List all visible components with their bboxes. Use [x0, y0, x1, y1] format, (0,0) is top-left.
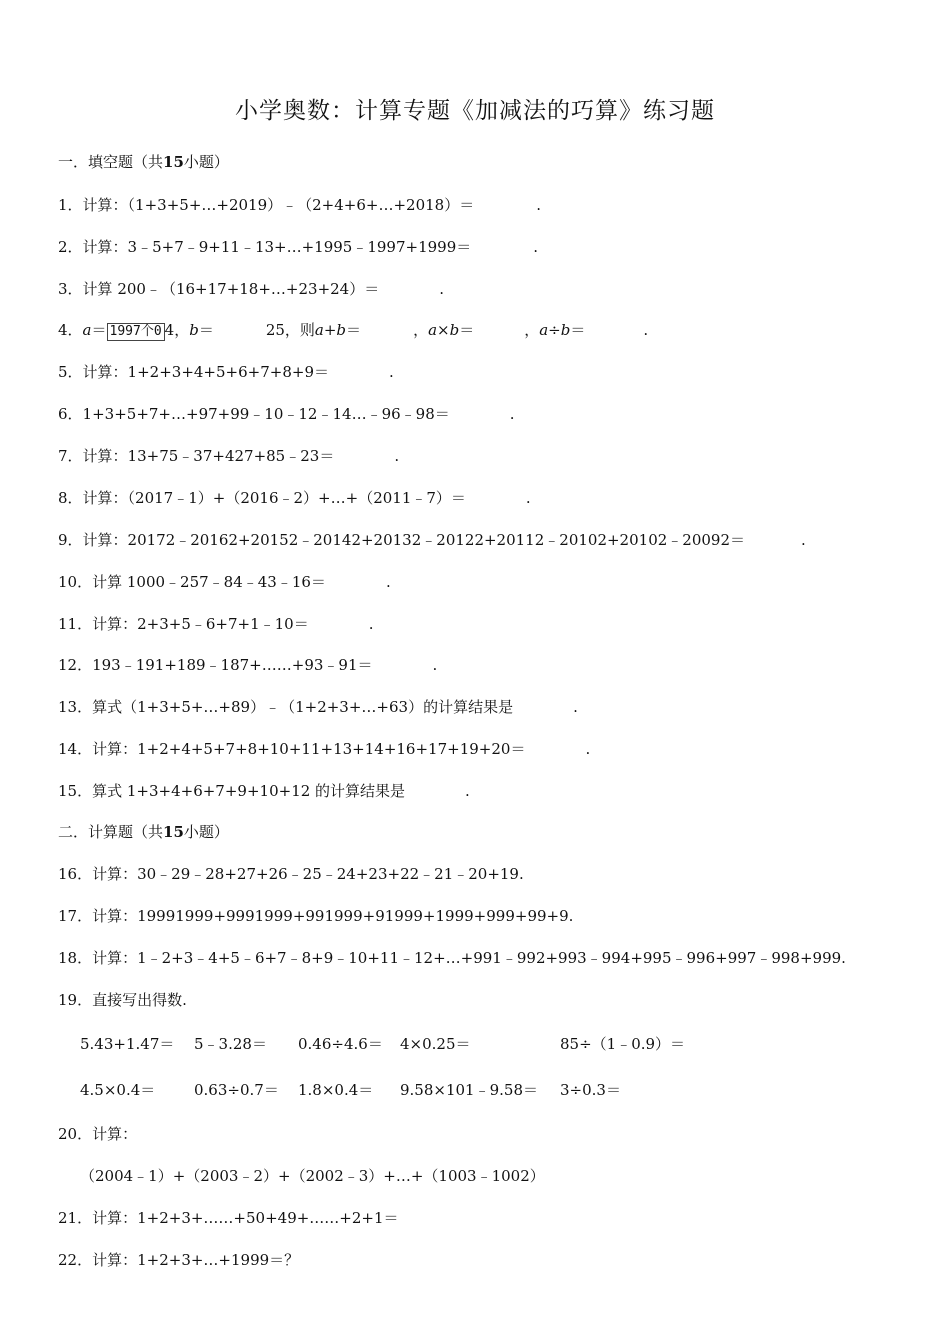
question-18: 18．计算：1﹣2+3﹣4+5﹣6+7﹣8+9﹣10+11﹣12+…+991﹣992+993﹣994+995﹣996+997﹣998+999. — [58, 949, 846, 967]
section-heading-calculation: 二．计算题（共15小题） — [58, 823, 229, 841]
question-1: 1．计算：（1+3+5+…+2019）﹣（2+4+6+…+2018）＝ . — [58, 196, 541, 214]
section-heading-fill-in: 一．填空题（共15小题） — [58, 153, 229, 171]
q19-item: 1.8×0.4＝ — [298, 1081, 374, 1099]
question-2: 2．计算：3﹣5+7﹣9+11﹣13+…+1995﹣1997+1999＝ . — [58, 238, 539, 256]
question-3: 3．计算 200﹣（16+17+18+…+23+24）＝ . — [58, 280, 445, 298]
question-21: 21．计算：1+2+3+……+50+49+……+2+1＝ — [58, 1209, 399, 1227]
question-12: 12．193﹣191+189﹣187+……+93﹣91＝ . — [58, 656, 438, 674]
q19-item: 0.46÷4.6＝ — [298, 1035, 383, 1053]
q19-item: 4.5×0.4＝ — [80, 1081, 156, 1099]
question-9: 9．计算：20172﹣20162+20152﹣20142+20132﹣20122+20112﹣20102+20102﹣20092＝ . — [58, 531, 806, 549]
question-15: 15．算式 1+3+4+6+7+9+10+12 的计算结果是 . — [58, 782, 470, 800]
question-10: 10．计算 1000﹣257﹣84﹣43﹣16＝ . — [58, 573, 391, 591]
question-22: 22．计算：1+2+3+…+1999＝？ — [58, 1251, 300, 1269]
q19-item: 85÷（1﹣0.9）＝ — [560, 1035, 686, 1053]
question-6: 6．1+3+5+7+…+97+99﹣10﹣12﹣14…﹣96﹣98＝ . — [58, 405, 515, 423]
question-20: 20．计算： — [58, 1125, 138, 1143]
q19-item: 3÷0.3＝ — [560, 1081, 621, 1099]
q20-expression: （2004﹣1）+（2003﹣2）+（2002﹣3）+…+（1003﹣1002） — [80, 1167, 545, 1185]
question-19: 19．直接写出得数. — [58, 991, 187, 1009]
question-8: 8．计算：（2017﹣1）+（2016﹣2）+…+（2011﹣7）＝ . — [58, 489, 531, 507]
q19-item: 5.43+1.47＝ — [80, 1035, 175, 1053]
page-title: 小学奥数：计算专题《加减法的巧算》练习题 — [235, 98, 715, 124]
question-7: 7．计算：13+75﹣37+427+85﹣23＝ . — [58, 447, 400, 465]
q19-item: 9.58×101﹣9.58＝ — [400, 1081, 538, 1099]
question-11: 11．计算：2+3+5﹣6+7+1﹣10＝ . — [58, 615, 374, 633]
q19-item: 4×0.25＝ — [400, 1035, 471, 1053]
boxed-number: 1997个0 — [107, 323, 165, 341]
question-5: 5．计算：1+2+3+4+5+6+7+8+9＝ . — [58, 363, 394, 381]
question-4: 4．a＝ 1997个0 4，b＝ 25，则a+b＝ ，a×b＝ ，a÷b＝ . — [58, 321, 649, 339]
question-13: 13．算式（1+3+5+…+89）﹣（1+2+3+…+63）的计算结果是 . — [58, 698, 578, 716]
question-16: 16．计算：30﹣29﹣28+27+26﹣25﹣24+23+22﹣21﹣20+19. — [58, 865, 524, 883]
question-14: 14．计算：1+2+4+5+7+8+10+11+13+14+16+17+19+20＝ . — [58, 740, 591, 758]
q19-item: 0.63÷0.7＝ — [194, 1081, 279, 1099]
q19-item: 5﹣3.28＝ — [194, 1035, 267, 1053]
question-17: 17．计算：19991999+9991999+991999+91999+1999+999+99+9. — [58, 907, 574, 925]
